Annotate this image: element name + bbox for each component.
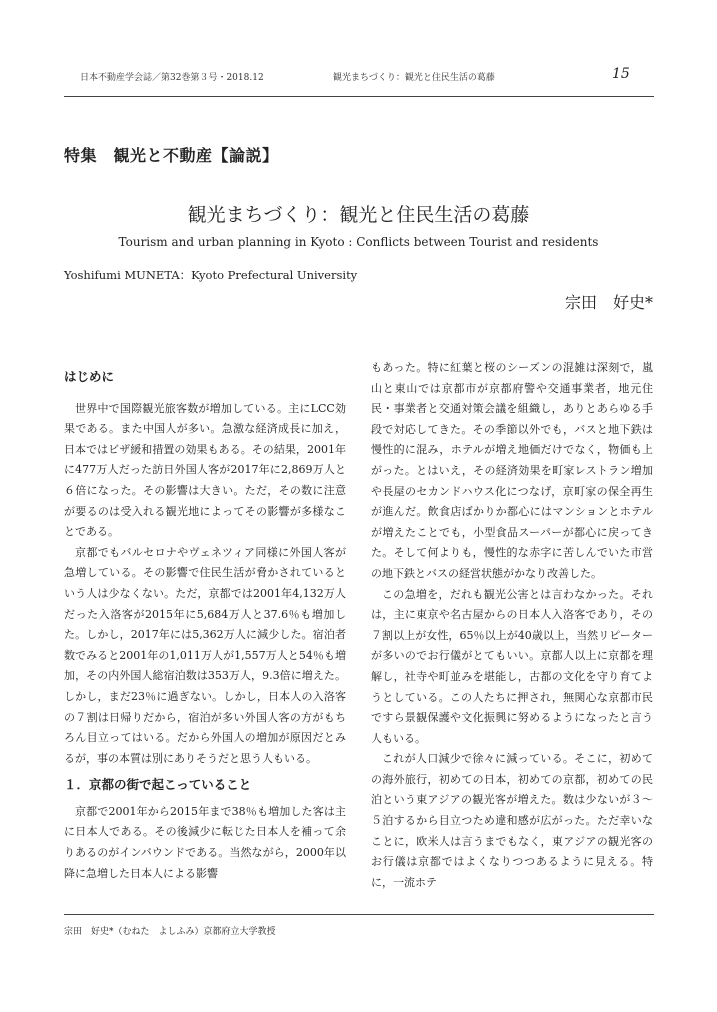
- author-affiliation: Yoshifumi MUNETA：Kyoto Prefectural University: [64, 268, 358, 282]
- paragraph: 京都で2001年から2015年まで38％も増加した客は主に日本人である。その後減少に転じた日本人を補って余りあるのがインバウンドである。当然ながら，2000年以降に急増した日本人による影響: [64, 804, 346, 880]
- paragraph: 世界中で国際観光旅客数が増加している。主にLCC効果である。また中国人が多い。急激な経済成長に加え，日本ではビザ緩和措置の効果もある。その結果，2001年に477万人だった訪日外国人客が2017年に2,869万人と６倍になった。その影響は大きい。ただ，その数に注意が要るのは受入れる観光地によってその影響が多様なことである。: [64, 401, 346, 539]
- author-name: 宗田 好史*: [564, 293, 653, 312]
- section-label: 特集 観光と不動産【論説】: [64, 146, 279, 165]
- paragraph: これが人口減少で徐々に減っている。そこに，初めての海外旅行，初めての日本，初めての京都，初めての民泊という東アジアの観光客が増えた。数は少ないが３～５泊するから目立つため違和感が広がった。ただ幸いなことに，欧米人は言うまでもなく，東アジアの観光客のお行儀は京都ではよくなりつつあるように見える。特に，一流ホテ: [371, 752, 653, 889]
- footnote-rule: [64, 914, 654, 915]
- running-title: 観光まちづくり：観光と住民生活の葛藤: [333, 73, 495, 83]
- footnote: 宗田 好史*（むねた よしふみ）京都府立大学教授: [64, 927, 276, 937]
- heading-introduction: はじめに: [64, 369, 115, 384]
- left-column: [64, 367, 346, 884]
- page-number: 15: [612, 66, 630, 82]
- article-title-english: Tourism and urban planning in Kyoto : Conflicts between Tourist and residents: [118, 235, 599, 249]
- paragraph: もあった。特に紅葉と桜のシーズンの混雑は深刻で，嵐山と東山では京都市が京都府警や交通事業者，地元住民・事業者と交通対策会議を組織し，ありとあらゆる手段で対応してきた。その季節以外でも，バスと地下鉄は慢性的に混み，ホテルが増え地価だけでなく，物価も上がった。とはいえ，その経済効果を町家レストラン増加や長屋のセカンドハウス化につなげ，京町家の保全再生が進んだ。飲食店ばかりか都心にはマンションとホテルが増えたことでも，小型食品スーパーが都心に戻ってきた。そして何よりも，慢性的な赤字に苦しんでいた市営の地下鉄とバスの経営状態がかなり改善した。: [371, 361, 653, 580]
- header-rule: [64, 96, 654, 97]
- journal-citation: 日本不動産学会誌／第32巻第３号・2018.12: [80, 73, 264, 83]
- heading-section-1: １．京都の街で起こっていること: [64, 777, 252, 793]
- paragraph: 京都でもバルセロナやヴェネツィア同様に外国人客が急増している。その影響で住民生活が脅かされているという人は少なくない。ただ，京都では2001年4,132万人だった入洛客が2015年に5,684万人と37.6％も増加した。しかし，2017年には5,362万人に減少した。宿泊者数でみると2001年の1,011万人が1,557万人と54％も増加，その内外国人総宿泊数は353万人，9.3倍に増えた。しかし，まだ23％に過ぎない。しかし，日本人の入洛客の７割は日帰りだから，宿泊が多い外国人客の方がもちろん目立ってはいる。だから外国人の増加が原因だとみるが，事の本質は別にありそうだと思う人もいる。: [64, 545, 346, 765]
- right-column: [371, 358, 653, 893]
- article-title: 観光まちづくり：観光と住民生活の葛藤: [187, 204, 530, 226]
- paragraph: この急増を，だれも観光公害とは言わなかった。それは，主に東京や名古屋からの日本人入洛客であり，その７割以上が女性，65％以上が40歳以上，当然リピーターが多いのでお行儀がとてもいい。京都人以上に京都を理解し，社寺や町並みを堪能し，古都の文化を守り育てようとしている。この人たちに押され，無関心な京都市民ですら景観保護や文化振興に努めるようになったと言う人もいる。: [371, 587, 653, 745]
